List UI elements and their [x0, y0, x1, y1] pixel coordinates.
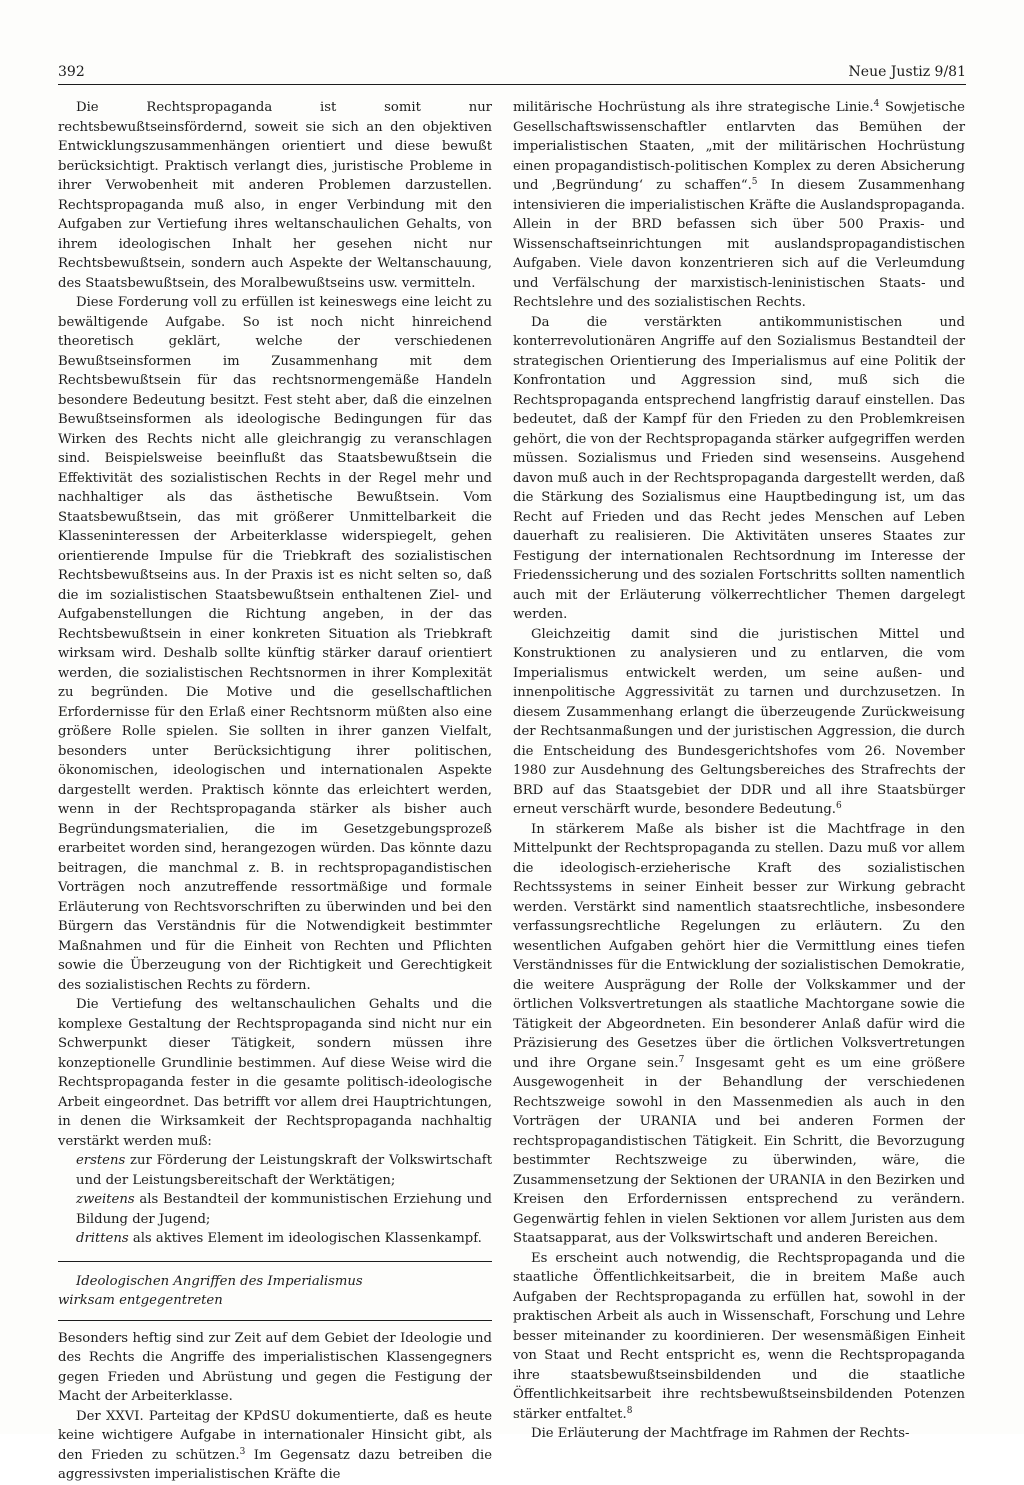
section-heading: [58, 1272, 492, 1310]
right-column: [513, 98, 965, 1444]
paragraph: Die Vertiefung des weltanschaulichen Gehalts und die komplexe Gestaltung der Rechtspropaganda sind nicht nur ein Schwerpunkt dieser Tätigkeit, sondern müssen ihre konzeptionelle Grundlinie bestimmen. Auf diese Weise wird die Rechtspropaganda fester in die gesamte politisch-ideologische Arbeit eingeordnet. Das betrifft vor allem drei Hauptrichtungen, in denen die Wirksamkeit der Rechtspropaganda nachhaltig verstärkt werden muß:: [58, 997, 492, 1149]
footnote-marker: 4: [873, 99, 880, 109]
enumeration-lead: zweitens: [76, 1192, 135, 1207]
left-column: [58, 98, 492, 1485]
page-number: 392: [58, 64, 85, 80]
page-header: [58, 64, 966, 84]
section-rule-top: [58, 1261, 492, 1262]
paragraph: [513, 625, 965, 820]
enumeration-lead: drittens: [76, 1231, 129, 1246]
paragraph-text: militärische Hochrüstung als ihre strategische Linie.: [513, 100, 874, 115]
footnote-marker: 8: [626, 1405, 633, 1416]
paragraph-text: Es erscheint auch notwendig, die Rechtspropaganda und die staatliche Öffentlichkeitsarbeit, die in breitem Maße auch Aufgaben der Rechtspropaganda zu erfüllen hat, sowohl in der praktischen Arbeit als auch in Wissenschaft, Forschung und Lehre besser miteinander zu koordinieren. Der wesensmäßigen Einheit von Staat und Recht entspricht es, wenn die Rechtspropaganda ihre staatsbewußtseinsbildenden und die staatliche Öffentlichkeitsarbeit ihre rechtsbewußtseinsbildenden Potenzen stärker entfaltet.: [513, 1250, 965, 1422]
footnote-marker: 5: [751, 177, 758, 187]
section-heading-line: wirksam entgegentreten: [58, 1292, 223, 1308]
journal-issue: Neue Justiz 9/81: [848, 64, 966, 80]
paragraph: Die Erläuterung der Machtfrage im Rahmen der Rechts-: [531, 1426, 910, 1441]
enumeration-item: [58, 1190, 492, 1229]
paragraph: [513, 1249, 965, 1425]
enumeration-text: als Bestandteil der kommunistischen Erziehung und Bildung der Jugend;: [76, 1192, 492, 1227]
footnote-marker: 6: [836, 801, 842, 811]
paragraph: [513, 98, 965, 313]
footnote-marker: 3: [239, 1446, 246, 1457]
enumeration-lead: erstens: [76, 1153, 126, 1168]
enumeration-item: [58, 1229, 492, 1249]
paragraph-text: Gleichzeitig damit sind die juristischen Mittel und Konstruktionen zu analysieren und zu entlarven, die vom Imperialismus entwickelt werden, um seine außen- und innenpolitische Aggressivität zu tarnen und durchzusetzen. In diesem Zusammenhang erlangt die überzeugende Zurückweisung der Rechtsanmaßungen und der juristischen Aggression, die durch die Entscheidung des Bundesgerichtshofes vom 26. November 1980 zur Ausdehnung des Geltungsbereiches des Strafrechts der BRD auf das Staatsgebiet der DDR und all ihre Staatsbürger erneut verschärft wurde, besondere Bedeutung.: [513, 626, 965, 817]
paragraph-text: Im Gegensatz dazu betreiben die aggressivsten imperialistischen Kräfte die: [58, 1447, 492, 1482]
paragraph-text: In diesem Zusammenhang intensivieren die imperialistischen Kräfte die Auslandspropaganda. Allein in der BRD befassen sich über 500 Praxis- und Wissenschaftseinrichtungen mit auslandspropagandistischen Aufgaben. Viele davon konzentrieren sich auf die Verleumdung und Verfälschung der marxistisch-leninistischen Staats- und Rechtslehre und des sozialistischen Rechts.: [513, 178, 965, 310]
paragraph-text: Der XXVI. Parteitag der KPdSU dokumentierte, daß es heute keine wichtigere Aufgabe in internationaler Hinsicht gibt, als den Frieden zu schützen.: [58, 1408, 492, 1463]
section-rule-bottom: [58, 1320, 492, 1321]
section-heading-line: Ideologischen Angriffen des Imperialismus: [76, 1273, 363, 1289]
paragraph: Diese Forderung voll zu erfüllen ist keineswegs eine leicht zu bewältigende Aufgabe. So ist noch nicht hinreichend theoretisch geklärt, welche der verschiedenen Bewußtseinsformen im Zusammenhang mit dem Rechtsbewußtsein für das rechtsnormengemäße Handeln besondere Bedeutung besitzt. Fest steht aber, daß die einzelnen Bewußtseinsformen als ideologische Bedingungen für das Wirken des Rechts nicht alle gleichrangig zu veranschlagen sind. Beispielsweise beeinflußt das Staatsbewußtsein die Effektivität des sozialistischen Rechts in der Regel mehr und nachhaltiger als das ästhetische Bewußtsein. Vom Staatsbewußtsein, das mit größerer Unmittelbarkeit die Klasseninteressen der Arbeiterklasse widerspiegelt, gehen orientierende Impulse für die Triebkraft des sozialistischen Rechtsbewußtseins aus. In der Praxis ist es nicht selten so, daß die im sozialistischen Staatsbewußtsein enthaltenen Ziel- und Aufgabenstellungen die Richtung angeben, in der das Rechtsbewußtsein in einer konkreten Situation als Triebkraft wirksam wird. Deshalb sollte künftig stärker darauf orientiert werden, die sozialistischen Rechtsnormen in ihrer Komplexität zu begründen. Die Motive und die gesellschaftlichen Erfordernisse für den Erlaß einer Rechtsnorm müßten also eine größere Rolle spielen. Sie sollten in ihrer ganzen Vielfalt, besonders unter Berücksichtigung ihrer politischen, ökonomischen, ideologischen und internationalen Aspekte dargestellt werden. Praktisch könnte das erleichtert werden, wenn in der Rechtspropaganda stärker als bisher auch Begründungsmaterialien, die im Gesetzgebungsprozeß erarbeitet worden sind, herangezogen würden. Das könnte dazu beitragen, die manchmal z. B. in rechtspropagandistischen Vorträgen noch anzutreffende ressortmäßige und formale Erläuterung von Rechtsvorschriften zu überwinden und bei den Bürgern das Verständnis für die Notwendigkeit bestimmter Maßnahmen und für die Einheit von Rechten und Pflichten sowie die Überzeugung von der Richtigkeit und Gerechtigkeit des sozialistischen Rechts zu fördern.: [58, 295, 492, 993]
paragraph-text: Insgesamt geht es um eine größere Ausgewogenheit in der Behandlung der verschiedenen Rechtszweige sowohl in den Massenmedien als auch in den Vorträgen der URANIA und bei anderen Formen der rechtspropagandistischen Tätigkeit. Ein Schritt, die Bevorzugung bestimmter Rechtszweige zu überwinden, wäre, die Zusammensetzung der Sektionen der URANIA in den Bezirken und Kreisen den Erfordernissen entsprechend zu verändern. Gegenwärtig fehlen in vielen Sektionen vor allem Juristen aus dem Staatsapparat, aus der Volkswirtschaft und anderen Bereichen.: [513, 1055, 966, 1246]
paragraph: Besonders heftig sind zur Zeit auf dem Gebiet der Ideologie und des Rechts die Angriffe des imperialistischen Klassengegners gegen Frieden und Abrüstung und gegen die Festigung der Macht der Arbeiterklasse.: [58, 1330, 492, 1404]
enumeration-text: zur Förderung der Leistungskraft der Volkswirtschaft und der Leistungsbereitschaft der Werktätigen;: [76, 1153, 492, 1188]
paragraph: Die Rechtspropaganda ist somit nur rechtsbewußtseinsfördernd, soweit sie sich an den objektiven Entwicklungszusammenhängen orientiert und diese bewußt berücksichtigt. Praktisch verlangt dies, juristische Probleme in ihrer Verwobenheit mit anderen Problemen darzustellen. Rechtspropaganda muß also, in enger Verbindung mit den Aufgaben zur Vertiefung ihres weltanschaulichen Gehalts, von ihrem ideologischen Inhalt her gesehen nicht nur Rechtsbewußtsein, sondern auch Aspekte der Weltanschauung, des Staatsbewußtsein, des Moralbewußtseins usw. vermitteln.: [58, 100, 492, 291]
header-rule: [58, 84, 966, 85]
paragraph: Da die verstärkten antikommunistischen und konterrevolutionären Angriffe auf den Sozialismus Bestandteil der strategischen Orientierung des Imperialismus auf eine Politik der Konfrontation und Aggression sind, muß sich die Rechtspropaganda entsprechend langfristig darauf einstellen. Das bedeutet, daß der Kampf für den Frieden zu den Problemkreisen gehört, die von der Rechtspropaganda stärker aufgegriffen werden müssen. Sozialismus und Frieden sind wesenseins. Ausgehend davon muß auch in der Rechtspropaganda dargestellt werden, daß die Stärkung des Sozialismus eine Hauptbedingung ist, um das Recht auf Frieden und das Recht jedes Menschen auf Leben dauerhaft zu realisieren. Die Aktivitäten unseres Staates zur Festigung der internationalen Rechtsordnung im Interesse der Friedenssicherung und des sozialen Fortschritts sollten namentlich auch mit der Erläuterung völkerrechtlicher Themen dargelegt werden.: [513, 314, 965, 622]
paragraph: [513, 820, 965, 1249]
enumeration-text: als aktives Element im ideologischen Klassenkampf.: [128, 1231, 482, 1246]
paragraph: [58, 1407, 492, 1485]
footnote-marker: 7: [678, 1054, 685, 1065]
enumeration-item: [58, 1151, 492, 1190]
paragraph-text: Sowjetische Gesellschaftswissenschaftler entlarvten das Bemühen der imperialistischen Staaten, „mit der militärischen Hochrüstung einen propagandistisch-politischen Komplex zu deren Absicherung und ‚Begründung‘ zu schaffen“.: [513, 100, 965, 193]
paragraph-text: In stärkerem Maße als bisher ist die Machtfrage in den Mittelpunkt der Rechtspropaganda zu stellen. Dazu muß vor allem die ideologisch-erzieherische Kraft des sozialistischen Rechtssystems in seiner Einheit besser zur Wirkung gebracht werden. Verstärkt sind namentlich staatsrechtliche, insbesondere verfassungsrechtliche Regelungen zu erläutern. Zu den wesentlichen Aufgaben gehört hier die Vermittlung eines tiefen Verständnisses für die Entwicklung der sozialistischen Demokratie, die weitere Ausprägung der Rolle der Volkskammer und der örtlichen Volksvertretungen als staatliche Machtorgane sowie die Tätigkeit der Abgeordneten. Ein besonderer Anlaß dafür wird die Präzisierung des Gesetzes über die örtlichen Volksvertretungen und ihre Organe sein.: [513, 821, 965, 1071]
